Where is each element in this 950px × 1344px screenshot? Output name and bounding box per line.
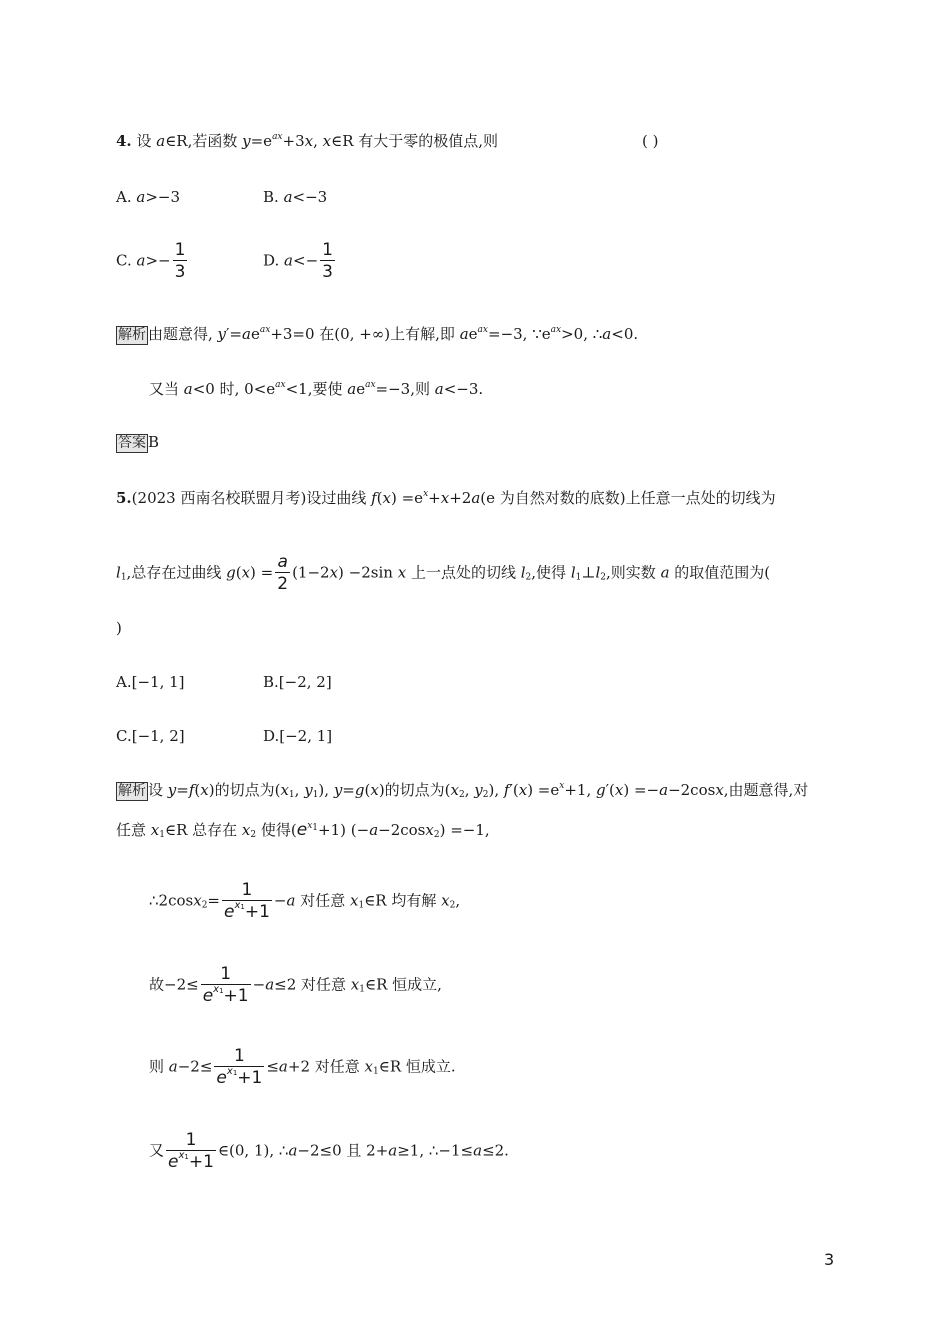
q4-stem-text: ∈R,若函数	[165, 132, 243, 150]
q5-option-b: B.[−2, 2]	[263, 673, 332, 691]
q4-number: 4.	[116, 132, 132, 150]
var: x	[304, 132, 314, 150]
q5-solution-line-2: 任意 $x_1\in R$ 总存在 $x_2$ 使得$(e^{x_1}+1)$ (−a−2cosx$_2$) =−1,	[116, 820, 490, 840]
answer-value: B	[148, 433, 160, 451]
q4-option-b: B. a<−3	[263, 188, 328, 206]
q5-option-a: A.[−1, 1]	[116, 673, 185, 691]
q4-answer	[116, 432, 159, 453]
q5-stem-line-1: 5.(2023 西南名校联盟月考)设过曲线 $f(x) =e^x+x+2a(e$ 为自然对数的底数)上任意一点处的切线为	[116, 489, 776, 507]
q4-stem-text: +3	[282, 132, 305, 150]
q5-stem-line-3: )	[116, 619, 122, 637]
q5-solution-line-3: ∴2cosx$_2$= $\frac{1}{e^{x_1}+1}$ −a 对任意 $x_1\in R$ 均有解 $x_2$,	[149, 880, 461, 922]
q4-stem-text: ∈R 有大于零的极值点,则	[331, 132, 499, 150]
var: x	[322, 132, 332, 150]
analysis-tag: 解析	[118, 783, 146, 799]
q4-stem-text: ,	[313, 132, 323, 150]
q4-stem-text: =e	[250, 132, 273, 150]
q5-number: 5.	[116, 489, 132, 507]
answer-tag: 答案	[118, 435, 146, 451]
analysis-tag: 解析	[118, 327, 146, 343]
var: a	[156, 132, 166, 150]
q4-stem-text: 设	[136, 132, 157, 150]
page-number: 3	[824, 1250, 835, 1269]
fraction: $\frac{1}{e^{x_1}+1}$	[168, 1130, 214, 1172]
q5-solution-line-1: 解析 设 y=f(x)的切点为($x_1$, $y_1$), y=g(x)的切点为($x_2$, $y_2$), $f'(x) =e^x+1$, g′(x) =−a−2cosx,由题意得,对	[118, 781, 809, 800]
q4-option-d: D. a<− $\frac{1}{3}$	[263, 240, 333, 282]
q5-stem-line-2: $l_1$,总存在过曲线 g(x) = $\frac{a}{2}$ (1−2x) −2sin x 上一点处的切线 $l_2$,使得 $l_1\perp l_2$,则实数 a 的取值范围为(	[116, 552, 771, 594]
fraction: $\frac{1}{3}$	[322, 240, 333, 282]
fraction: $\frac{1}{3}$	[174, 240, 186, 282]
fraction: $\frac{1}{e^{x_1}+1}$	[216, 1046, 263, 1088]
q4-option-c: C. a>− $\frac{1}{3}$	[116, 240, 186, 282]
exponent: ax	[272, 132, 283, 142]
fraction: $\frac{1}{e^{x_1}+1}$	[224, 880, 270, 922]
q5-solution-line-5: 则 a−2≤ $\frac{1}{e^{x_1}+1}$ ≤a+2 对任意 $x_1\in R$ 恒成立.	[149, 1046, 456, 1088]
q4-solution-line-1: 解析 由题意得, $y'=ae^{ax}+3=0$ 在(0, +∞)上有解,即 $ae^{ax}=-3$, $\because e^{ax}>0$, ∴a<0.	[118, 325, 639, 343]
q5-option-d: D.[−2, 1]	[263, 727, 333, 745]
q5-solution-line-6: 又 $\frac{1}{e^{x_1}+1}$ ∈(0, 1), ∴a−2≤0 且 2+a≥1, ∴−1≤a≤2.	[149, 1130, 509, 1172]
q5-option-c: C.[−1, 2]	[116, 727, 185, 745]
q5-solution-line-4: 故−2≤ $\frac{1}{e^{x_1}+1}$ −a≤2 对任意 $x_1\in R$ 恒成立,	[149, 964, 442, 1006]
q4-stem	[116, 131, 498, 151]
q4-answer-paren: ( )	[642, 132, 659, 150]
q4-solution-line-2: 又当 a<0 时, $0<e^{ax}<1$,要使 $ae^{ax}=-3$,则 a<−3.	[149, 380, 484, 398]
var: y	[242, 132, 251, 150]
fraction: $\frac{1}{e^{x_1}+1}$	[202, 964, 249, 1006]
fraction: $\frac{a}{2}$	[277, 552, 289, 594]
q4-option-a: A. a>−3	[116, 188, 181, 206]
